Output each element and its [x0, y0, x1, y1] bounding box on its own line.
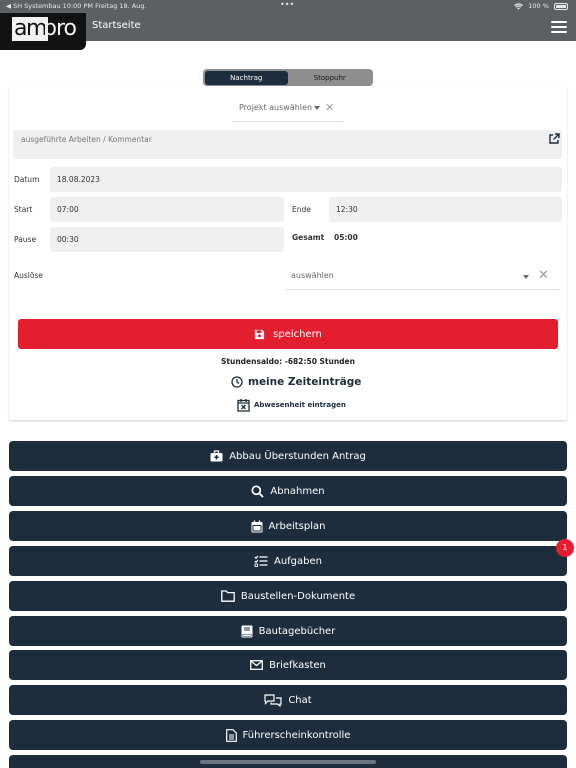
- pause-label: Pause: [14, 235, 37, 244]
- save-button[interactable]: [18, 319, 558, 349]
- status-bar: [0, 0, 576, 13]
- start-label: Start: [14, 205, 33, 214]
- menu-label: Abbau Überstunden Antrag: [229, 450, 366, 462]
- menu-fuehrerscheinkontrolle-button[interactable]: [9, 720, 567, 750]
- ende-label: Ende: [292, 205, 311, 214]
- menu-label: Abnahmen: [270, 485, 325, 497]
- logo-am: am: [14, 16, 46, 41]
- menu-label: Führerscheinkontrolle: [242, 729, 351, 741]
- gesamt-value: 05:00: [334, 233, 358, 242]
- document-icon: [226, 729, 237, 742]
- save-button-label: speichern: [273, 328, 322, 340]
- menu-arbeitsplan-button[interactable]: [9, 511, 567, 541]
- comment-field[interactable]: [13, 130, 562, 159]
- comment-placeholder: ausgeführte Arbeiten / Kommentar: [21, 135, 152, 144]
- datum-label: Datum: [14, 175, 40, 184]
- chat-icon: [264, 694, 282, 707]
- app-header: [0, 13, 576, 41]
- ausloese-select[interactable]: [285, 264, 559, 290]
- battery-percent: 100 %: [528, 2, 549, 10]
- menu-label: Chat: [288, 694, 312, 706]
- menu-abnahmen-button[interactable]: [9, 476, 567, 506]
- hamburger-menu-icon[interactable]: [551, 21, 567, 33]
- battery-icon: [554, 3, 568, 10]
- floppy-disk-icon: [254, 329, 265, 340]
- clear-project-icon[interactable]: ✕: [325, 101, 335, 114]
- chevron-down-icon: [523, 275, 529, 279]
- clear-ausloese-icon[interactable]: ✕: [538, 268, 549, 283]
- zeiteintraege-label: meine Zeiteinträge: [248, 376, 362, 388]
- logo-pro: pro: [43, 16, 76, 41]
- multitask-dots[interactable]: •••: [280, 0, 295, 9]
- start-field[interactable]: 07:00: [50, 197, 284, 222]
- stundensaldo-text: Stundensaldo: -682:50 Stunden: [221, 357, 355, 366]
- wifi-icon: [514, 3, 523, 10]
- chevron-down-icon: [314, 106, 320, 110]
- status-bar-right: [514, 2, 568, 10]
- menu-aufgaben-button[interactable]: [9, 546, 567, 576]
- project-select-placeholder: Projekt auswählen: [239, 103, 313, 112]
- pause-field[interactable]: 00:30: [50, 227, 284, 252]
- tab-stoppuhr[interactable]: Stoppuhr: [313, 73, 346, 82]
- book-icon: [241, 625, 253, 638]
- menu-label: Arbeitsplan: [268, 520, 326, 532]
- calendar-x-icon: [237, 398, 250, 412]
- folder-icon: [221, 590, 235, 602]
- menu-abbau-ueberstunden-button[interactable]: [9, 441, 567, 471]
- menu-label: Bautagebücher: [258, 625, 336, 637]
- clock-icon: [231, 376, 243, 388]
- menu-label: Baustellen-Dokumente: [240, 590, 356, 602]
- status-bar-left: ◀ SH Systembau 10:00 PM Freitag 18. Aug.: [6, 2, 147, 10]
- menu-baustellen-dokumente-button[interactable]: [9, 581, 567, 611]
- gesamt-label: Gesamt: [292, 233, 325, 242]
- ausloese-placeholder: auswählen: [291, 271, 334, 280]
- menu-label: Aufgaben: [273, 555, 322, 567]
- abwesenheit-link[interactable]: [237, 398, 346, 412]
- home-indicator[interactable]: [200, 760, 376, 764]
- datum-field[interactable]: 18.08.2023: [50, 167, 562, 192]
- ausloese-label: Auslöse: [14, 271, 43, 280]
- ende-field[interactable]: 12:30: [329, 197, 562, 222]
- zeiteintraege-link[interactable]: [231, 376, 361, 388]
- abwesenheit-label: Abwesenheit eintragen: [254, 401, 346, 409]
- mode-tabs: [203, 69, 373, 86]
- tab-nachtrag[interactable]: Nachtrag: [205, 71, 289, 85]
- logo: [0, 13, 86, 50]
- envelope-icon: [250, 660, 263, 670]
- checklist-icon: [254, 555, 268, 567]
- menu-briefkasten-button[interactable]: [9, 650, 567, 680]
- external-link-icon[interactable]: [548, 133, 560, 145]
- calendar-icon: [251, 520, 263, 533]
- menu-bautagebuecher-button[interactable]: [9, 616, 567, 646]
- search-icon: [251, 485, 264, 498]
- menu-label: Briefkasten: [269, 659, 326, 671]
- page-title: Startseite: [92, 20, 141, 31]
- aufgaben-count-badge: 1: [556, 539, 574, 557]
- menu-chat-button[interactable]: [9, 685, 567, 715]
- medkit-icon: [210, 450, 223, 462]
